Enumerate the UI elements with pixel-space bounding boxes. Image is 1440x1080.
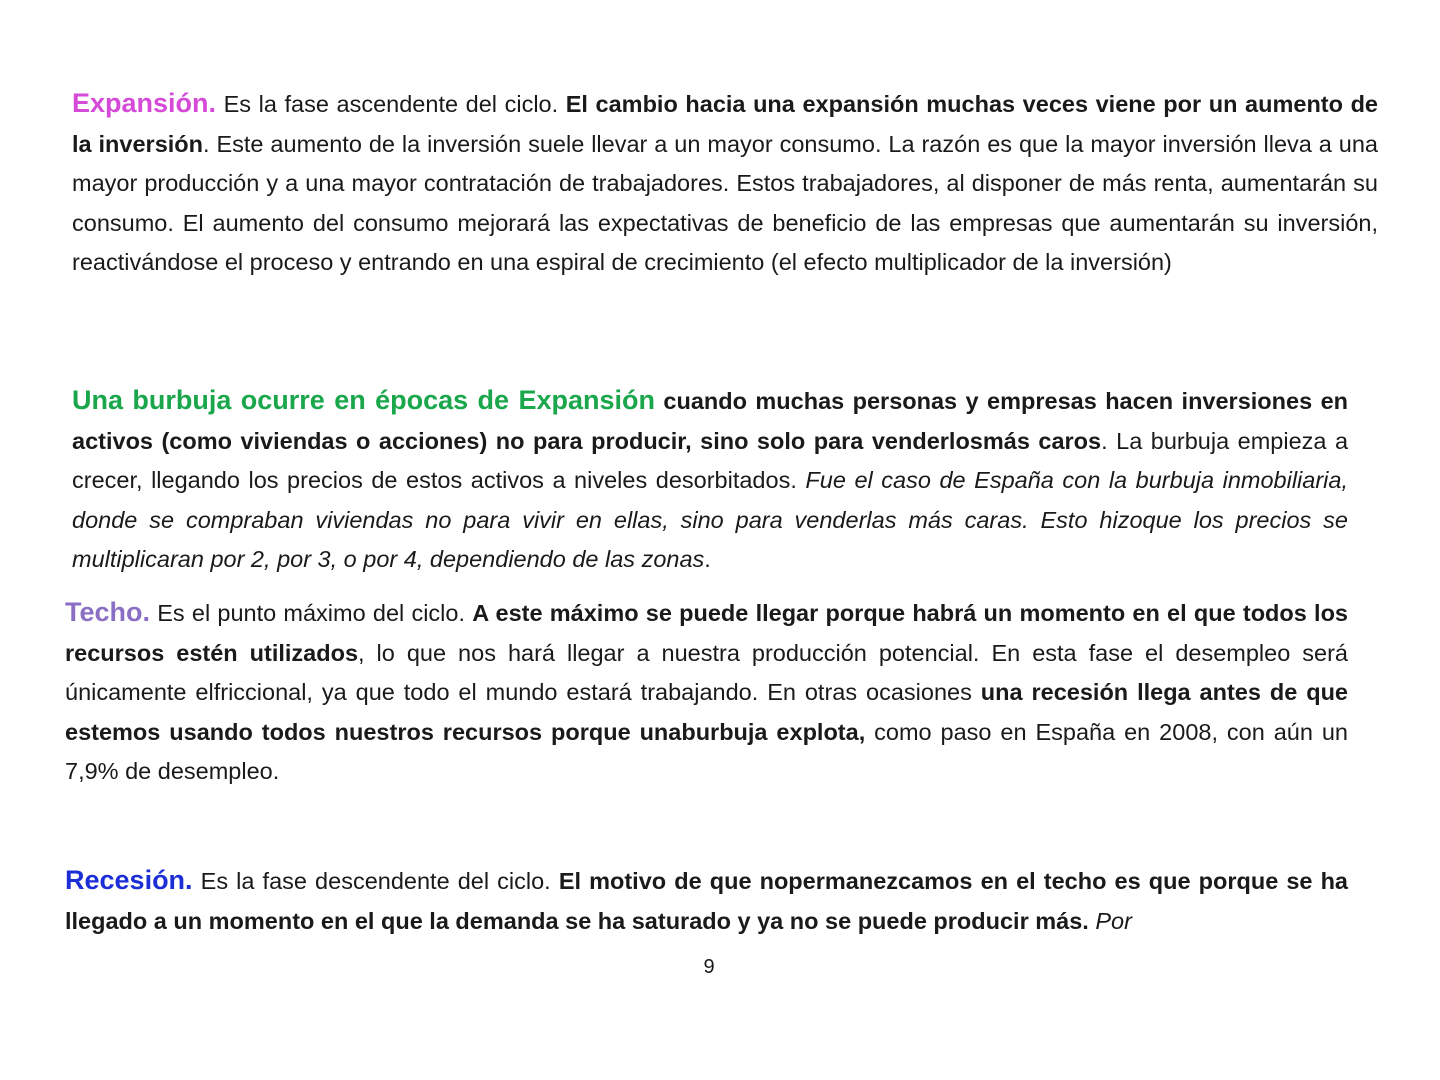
burbuja-bold-1: cuando muchas personas y empresas hacen inversiones en activos (como viviendas o acciones) no para producir, sino solo para venderlosmás caros	[72, 388, 1348, 454]
techo-bold-1: A este máximo se puede llegar porque habrá un momento en el que todos los recursos estén utilizados	[65, 600, 1348, 666]
page-number: 9	[703, 956, 715, 978]
techo-text-3: como paso en España en 2008, con aún un 7,9% de desempleo.	[65, 718, 1348, 784]
recesion-bold-1: El motivo de que nopermanezcamos en el techo es que porque se ha llegado a un momento en el que la demanda se ha saturado y ya no se puede producir más.	[65, 868, 1348, 934]
expansion-text-1: Es la fase ascendente del ciclo.	[216, 91, 566, 117]
expansion-paragraph	[72, 84, 1378, 283]
burbuja-italic-1: Fue el caso de España con la burbuja inmobiliaria, donde se compraban viviendas no para vivir en ellas, sino para venderlas más caras. Esto hizoque los precios se multiplicaran por 2, por 3, o por 4, dependiendo de las zonas	[72, 467, 1348, 572]
techo-paragraph	[65, 593, 1348, 792]
expansion-text-2: . Este aumento de la inversión suele llevar a un mayor consumo. La razón es que la mayor inversión lleva a una mayor producción y a una mayor contratación de trabajadores. Estos trabajadores, al disponer de más renta, aumentarán su consumo. El aumento del consumo mejorará las expectativas de beneficio de las empresas que aumentarán su inversión, reactivándose el proceso y entrando en una espiral de crecimiento (el efecto multiplicador de la inversión)	[72, 130, 1378, 275]
recesion-italic-1: Por	[1088, 907, 1132, 934]
techo-text-1: Es el punto máximo del ciclo.	[150, 600, 473, 626]
recesion-heading: Recesión.	[65, 865, 193, 895]
techo-bold-2: una recesión llega antes de que estemos usando todos nuestros recursos porque unaburbuja explota,	[65, 679, 1348, 745]
expansion-heading: Expansión.	[72, 88, 217, 118]
burbuja-heading: Una burbuja ocurre en épocas de Expansión	[72, 385, 655, 415]
techo-text-2: , lo que nos hará llegar a nuestra producción potencial. En esta fase el desempleo será únicamente elfriccional, ya que todo el mundo estará trabajando. En otras ocasiones	[65, 639, 1348, 705]
techo-heading: Techo.	[65, 597, 151, 627]
burbuja-text-2: .	[704, 546, 711, 572]
recesion-text-1: Es la fase descendente del ciclo.	[192, 868, 559, 894]
burbuja-paragraph	[72, 381, 1348, 580]
recesion-paragraph	[65, 861, 1348, 941]
expansion-bold-1: El cambio hacia una expansión muchas veces viene por un aumento de la inversión	[72, 91, 1378, 157]
burbuja-text-1: . La burbuja empieza a crecer, llegando los precios de estos activos a niveles desorbitados.	[72, 427, 1349, 493]
